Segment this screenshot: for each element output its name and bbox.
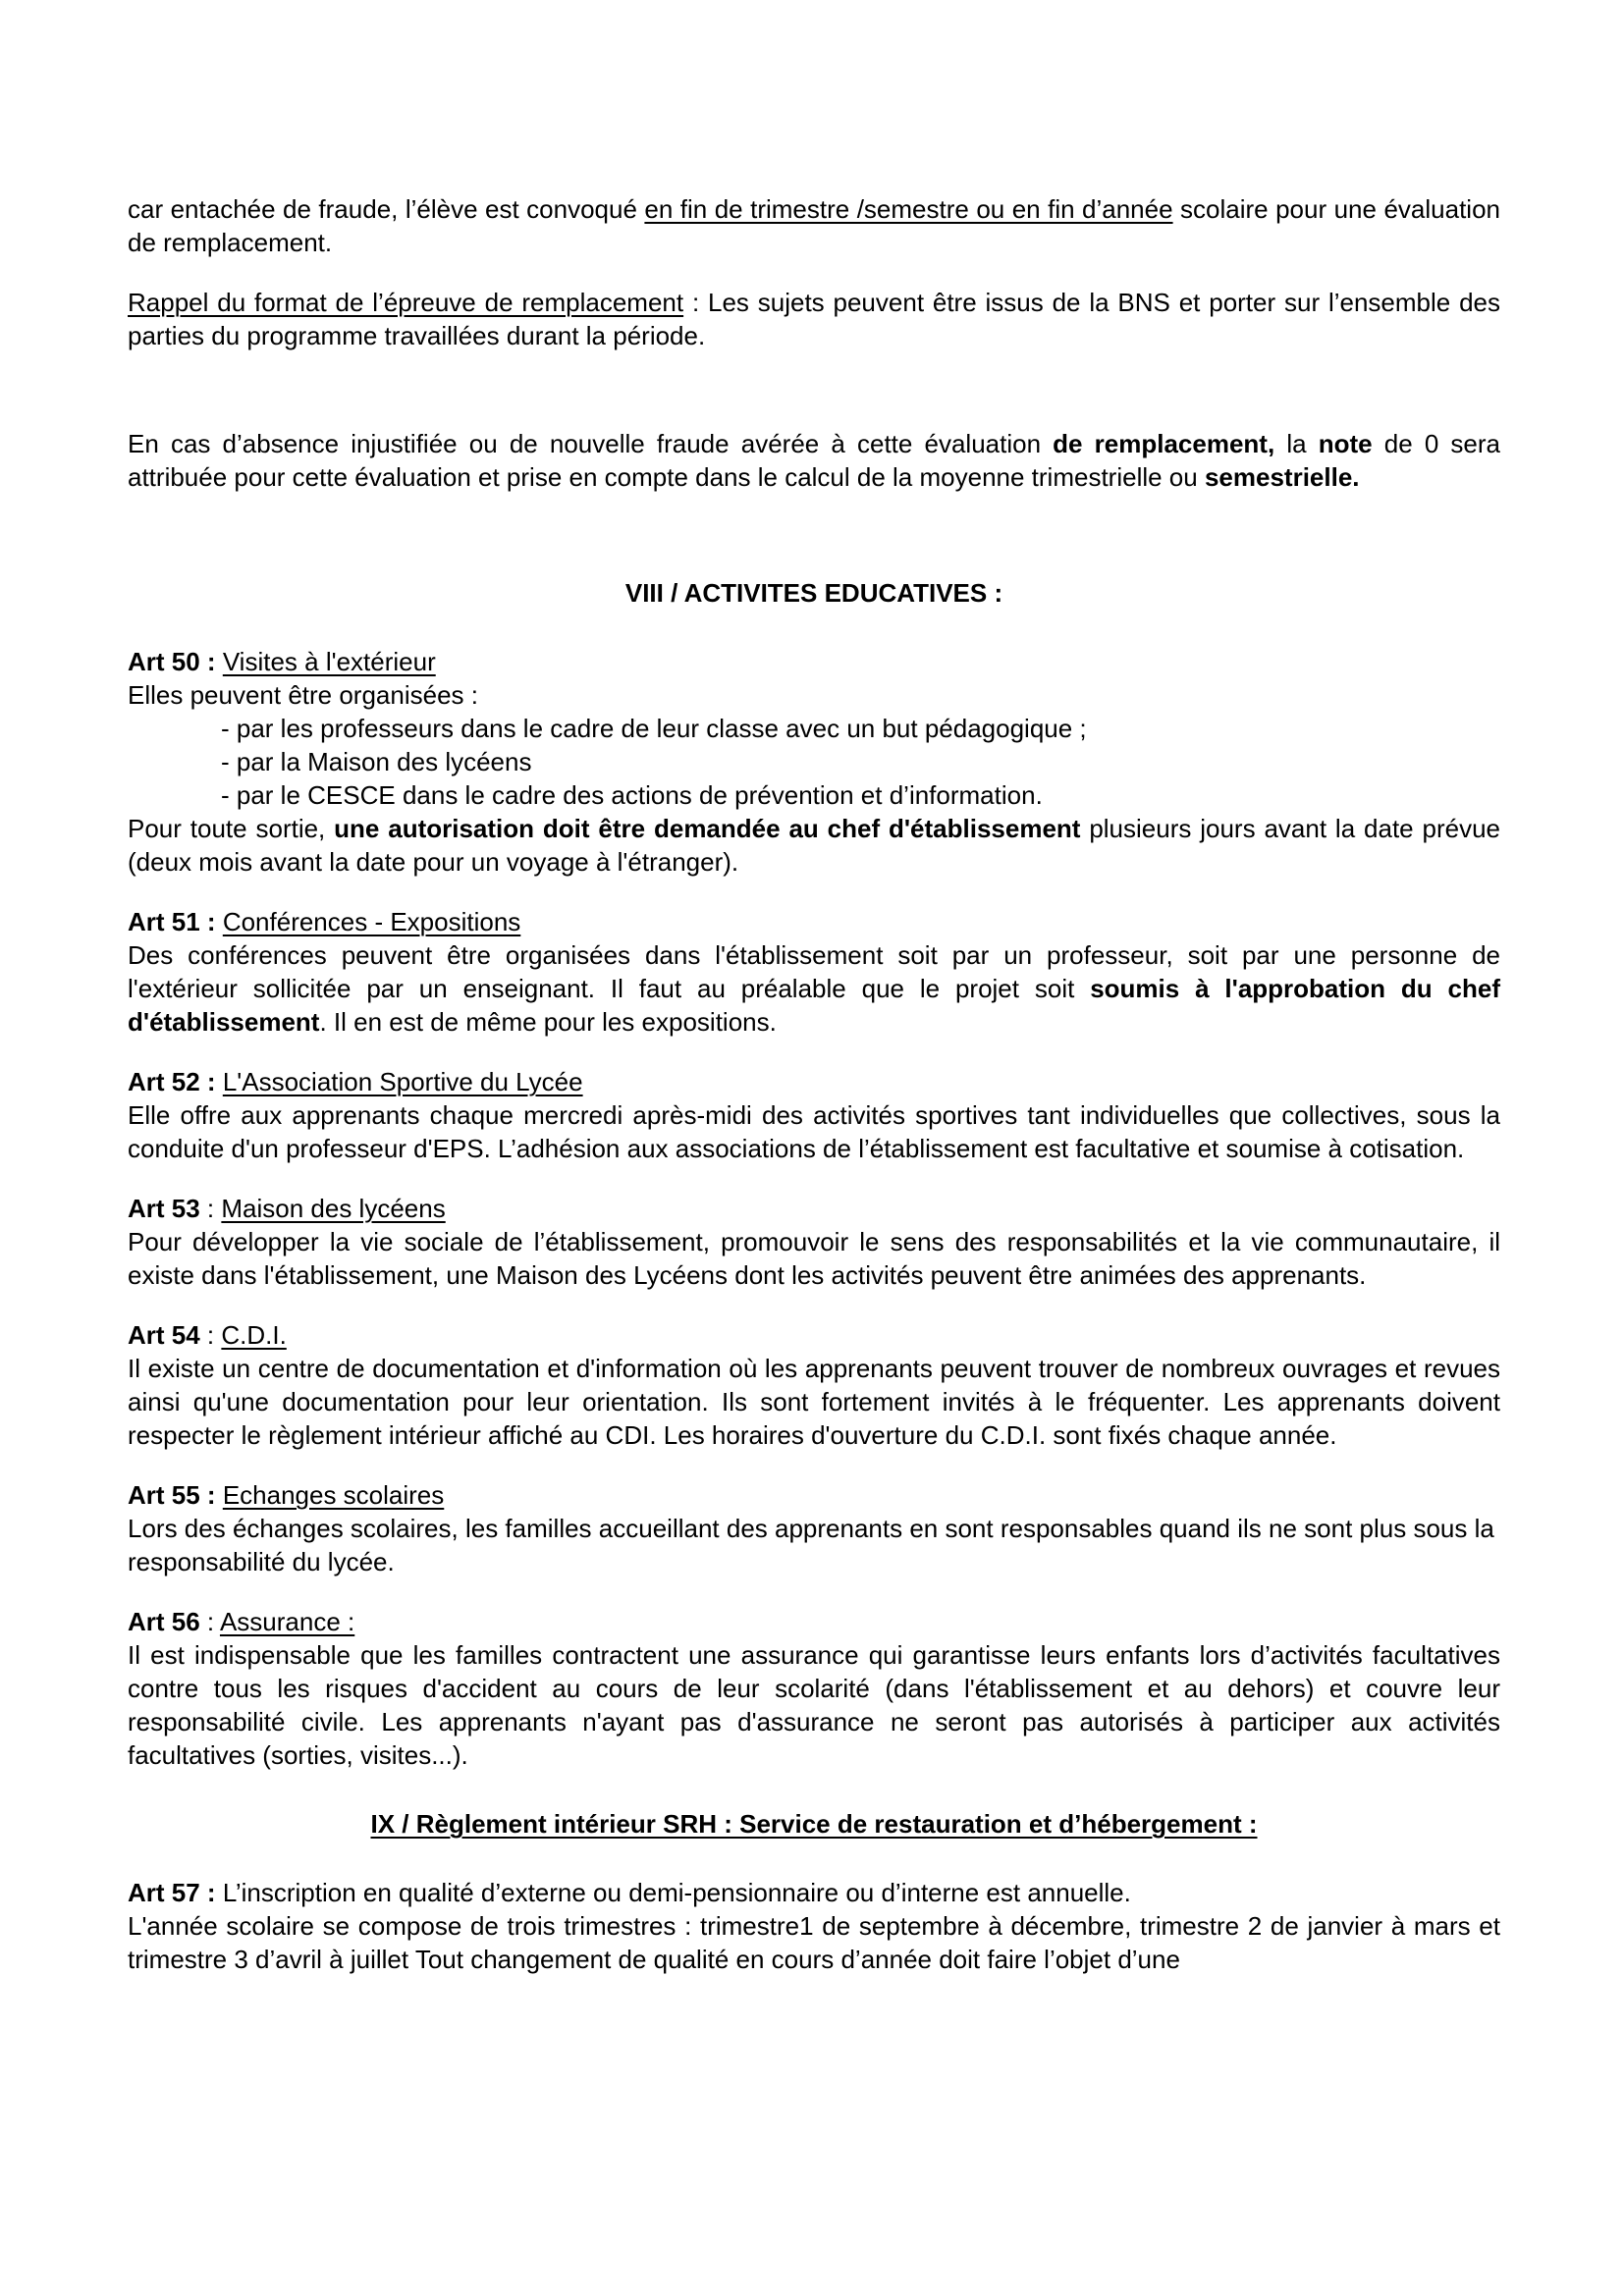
article-50-list-item: - par la Maison des lycéens xyxy=(221,747,532,776)
article-title-text: Visites à l'extérieur xyxy=(222,647,436,676)
text-run: : Les sujets peuvent être issus de la BNS et porter sur l’ensemble des parties du programme travaillées durant la période. xyxy=(128,288,1500,350)
paragraph-absence-injustifiee xyxy=(128,427,1500,494)
article-label: Art 54 xyxy=(128,1320,200,1350)
text-run: car entachée de fraude, l’élève est convoqué xyxy=(128,194,645,224)
article-label: Art 55 : xyxy=(128,1480,216,1510)
text-run: : xyxy=(199,1320,222,1350)
bold-run: de remplacement, xyxy=(1053,429,1275,458)
article-title-text: Conférences - Expositions xyxy=(222,907,521,936)
article-50-title xyxy=(128,645,1500,678)
underlined-run: IX / Règlement intérieur SRH : Service de restauration et d’hébergement : xyxy=(370,1809,1258,1839)
article-52-body: Elle offre aux apprenants chaque mercredi après-midi des activités sportives tant individuelles que collectives, sous la conduite d'un professeur d'EPS. L’adhésion aux associations de l’établissement est facultative et soumise à cotisation. xyxy=(128,1100,1500,1163)
article-55-title xyxy=(128,1478,1500,1512)
article-label: Art 51 : xyxy=(128,907,216,936)
underlined-run: en fin de trimestre /semestre ou en fin d’année xyxy=(644,194,1173,224)
text-run xyxy=(216,907,223,936)
text-run: En cas d’absence injustifiée ou de nouvelle fraude avérée à cette évaluation xyxy=(128,429,1054,458)
article-51 xyxy=(128,905,1500,1039)
article-53-title xyxy=(128,1192,1500,1225)
article-title-text: C.D.I. xyxy=(221,1320,287,1350)
article-57-title xyxy=(128,1876,1500,1909)
article-54-body: Il existe un centre de documentation et d'information où les apprenants peuvent trouver de nombreux ouvrages et revues ainsi qu'une documentation pour leur orientation. Ils sont fortement invités à le fréquenter. Les apprenants doivent respecter le règlement intérieur affiché au CDI. Les horaires d'ouverture du C.D.I. sont fixés chaque année. xyxy=(128,1354,1500,1450)
article-50-list-item: - par le CESCE dans le cadre des actions de prévention et d’information. xyxy=(221,780,1043,810)
article-54-title xyxy=(128,1318,1500,1352)
article-52-title xyxy=(128,1065,1500,1098)
article-title-text: L'Association Sportive du Lycée xyxy=(222,1067,583,1096)
bold-run: note xyxy=(1318,429,1373,458)
section-ix-heading xyxy=(128,1807,1500,1841)
text-run: : xyxy=(199,1194,222,1223)
article-label: Art 57 : xyxy=(128,1878,216,1907)
article-55-body: Lors des échanges scolaires, les familles accueillant des apprenants en sont responsables quand ils ne sont plus sous la responsabilité du lycée. xyxy=(128,1514,1494,1576)
text-run: Pour toute sortie, xyxy=(128,814,335,843)
text-run: . Il en est de même pour les expositions. xyxy=(319,1007,777,1037)
article-title-text: Assurance : xyxy=(219,1607,355,1636)
bold-run: semestrielle. xyxy=(1204,462,1360,492)
bold-run: une autorisation doit être demandée au chef d'établissement xyxy=(334,814,1081,843)
text-run: la xyxy=(1274,429,1319,458)
paragraph-rappel-format xyxy=(128,286,1500,352)
section-viii-heading: VIII / ACTIVITES EDUCATIVES : xyxy=(624,578,1003,608)
article-50-intro-line: Elles peuvent être organisées : xyxy=(128,680,478,710)
text-run: scolaire pour une évaluation de remplacement. xyxy=(128,194,1500,257)
text-run xyxy=(216,1878,223,1907)
underlined-run: Rappel du format de l’épreuve de remplacement xyxy=(128,288,684,317)
article-53 xyxy=(128,1192,1500,1292)
article-label: Art 50 : xyxy=(128,647,216,676)
article-56-title xyxy=(128,1605,1500,1638)
article-54 xyxy=(128,1318,1500,1452)
article-55 xyxy=(128,1478,1500,1578)
article-53-body: Pour développer la vie sociale de l’établissement, promouvoir le sens des responsabilités et la vie communautaire, il existe dans l'établissement, une Maison des Lycéens dont les activités peuvent être animées des apprenants. xyxy=(128,1227,1500,1290)
text-run xyxy=(216,1067,223,1096)
text-run xyxy=(216,647,223,676)
text-run: Des conférences peuvent être organisées dans l'établissement soit par un professeur, soit par une personne de l'extérieur sollicitée par un enseignant. Il faut au préalable que le projet soit xyxy=(128,940,1500,1003)
article-51-body xyxy=(128,938,1500,1039)
text-run xyxy=(216,1480,223,1510)
article-title-text: Maison des lycéens xyxy=(221,1194,446,1223)
text-run: : xyxy=(199,1607,220,1636)
article-title-text: Echanges scolaires xyxy=(222,1480,445,1510)
article-52 xyxy=(128,1065,1500,1165)
article-57-body: L'année scolaire se compose de trois trimestres : trimestre1 de septembre à décembre, trimestre 2 de janvier à mars et trimestre 3 d’avril à juillet Tout changement de qualité en cours d’année doit faire l’objet d’une xyxy=(128,1911,1500,1974)
article-50-body xyxy=(128,812,1500,879)
article-label: Art 56 xyxy=(128,1607,200,1636)
article-title-text: L’inscription en qualité d’externe ou demi-pensionnaire ou d’interne est annuelle. xyxy=(222,1878,1131,1907)
article-56-body: Il est indispensable que les familles contractent une assurance qui garantisse leurs enfants lors d’activités facultatives contre tous les risques d'accident au cours de leur scolarité (dans l'établissement et au dehors) et couvre leur responsabilité civile. Les apprenants n'ayant pas d'assurance ne seront pas autorisés à participer aux activités facultatives (sorties, visites...). xyxy=(128,1640,1500,1770)
article-50 xyxy=(128,645,1500,879)
article-57 xyxy=(128,1876,1500,1976)
article-50-list-item: - par les professeurs dans le cadre de leur classe avec un but pédagogique ; xyxy=(221,714,1087,743)
paragraph-fraude-convocation xyxy=(128,192,1500,259)
article-label: Art 53 xyxy=(128,1194,200,1223)
article-51-title xyxy=(128,905,1500,938)
text-run: de 0 sera attribuée pour cette évaluation et prise en compte dans le calcul de la moyenne trimestrielle ou xyxy=(128,429,1500,492)
bold-run: soumis à l'approbation du chef d'établissement xyxy=(128,974,1500,1037)
article-label: Art 52 : xyxy=(128,1067,216,1096)
article-56 xyxy=(128,1605,1500,1772)
text-run: plusieurs jours avant la date prévue (deux mois avant la date pour un voyage à l'étranger). xyxy=(128,814,1500,877)
